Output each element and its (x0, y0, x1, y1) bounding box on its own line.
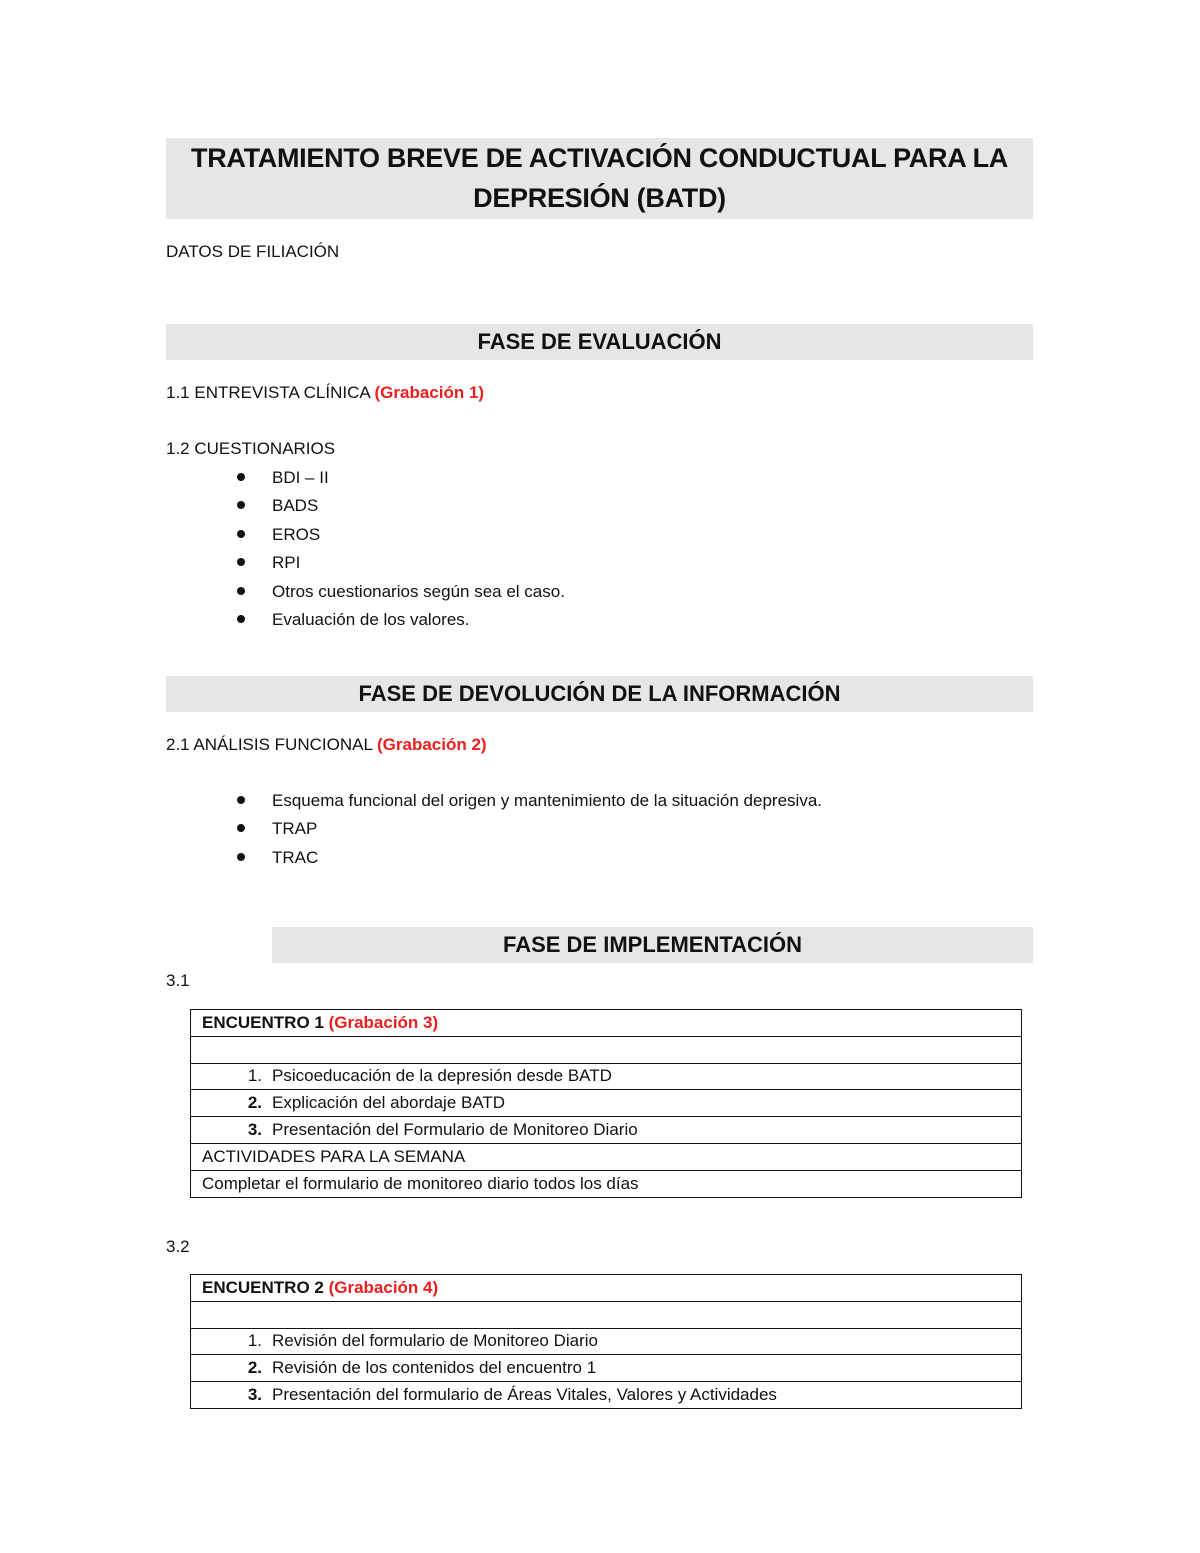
list-item: Esquema funcional del origen y mantenimiento de la situación depresiva. (235, 790, 822, 818)
bullet-icon (237, 473, 245, 481)
grabacion-3-label: (Grabación 3) (328, 1012, 439, 1032)
section-3-2-label: 3.2 (166, 1237, 190, 1256)
bullet-icon (237, 558, 245, 566)
item-1-1-label: 1.1 ENTREVISTA CLÍNICA (166, 383, 375, 402)
encuentro-2-header: ENCUENTRO 2 (Grabación 4) (191, 1275, 1022, 1302)
list-item: Evaluación de los valores. (235, 609, 565, 637)
list-item: TRAP (235, 818, 822, 846)
bullet-icon (237, 615, 245, 623)
encuentro-2-item: 2. Revisión de los contenidos del encuentro 1 (191, 1355, 1022, 1382)
empty-cell (191, 1301, 1022, 1328)
heading-fase-evaluacion: FASE DE EVALUACIÓN (166, 324, 1033, 360)
list-item: BDI – II (235, 467, 565, 495)
table-row (191, 1382, 1022, 1409)
cuestionarios-list (235, 467, 565, 637)
table-row (191, 1063, 1022, 1090)
bullet-icon (237, 853, 245, 861)
grabacion-2-label: (Grabación 2) (377, 735, 487, 754)
heading-fase-devolucion: FASE DE DEVOLUCIÓN DE LA INFORMACIÓN (166, 676, 1033, 712)
actividad-cell: Completar el formulario de monitoreo diario todos los días (191, 1170, 1022, 1197)
item-1-2-label: 1.2 CUESTIONARIOS (166, 439, 336, 458)
table-row (191, 1301, 1022, 1328)
encuentro-1-table (190, 1009, 1022, 1198)
item-1-1 (166, 382, 484, 404)
bullet-icon (237, 501, 245, 509)
table-row (191, 1143, 1022, 1170)
encuentro-2-item: 3. Presentación del formulario de Áreas Vitales, Valores y Actividades (191, 1382, 1022, 1409)
title-line-2: DEPRESIÓN (BATD) (473, 183, 726, 213)
datos-filiacion: DATOS DE FILIACIÓN (166, 242, 340, 261)
table-row (191, 1010, 1022, 1037)
item-2-1-label: 2.1 ANÁLISIS FUNCIONAL (166, 735, 377, 754)
encuentro-2-item: 1. Revisión del formulario de Monitoreo Diario (191, 1328, 1022, 1355)
bullet-icon (237, 824, 245, 832)
grabacion-4-label: (Grabación 4) (328, 1277, 439, 1297)
encuentro-1-item: 1. Psicoeducación de la depresión desde BATD (191, 1063, 1022, 1090)
encuentro-1-item: 2. Explicación del abordaje BATD (191, 1090, 1022, 1117)
section-3-1-label: 3.1 (166, 971, 190, 990)
table-row (191, 1117, 1022, 1144)
bullet-icon (237, 796, 245, 804)
document-title (166, 138, 1033, 219)
list-item: TRAC (235, 847, 822, 875)
bullet-icon (237, 587, 245, 595)
list-item: EROS (235, 524, 565, 552)
analisis-funcional-list (235, 790, 822, 875)
empty-cell (191, 1036, 1022, 1063)
list-item: Otros cuestionarios según sea el caso. (235, 581, 565, 609)
item-2-1 (166, 734, 487, 756)
heading-fase-implementacion: FASE DE IMPLEMENTACIÓN (272, 927, 1033, 963)
bullet-icon (237, 530, 245, 538)
grabacion-1-label: (Grabación 1) (374, 383, 485, 402)
actividades-semana-label: ACTIVIDADES PARA LA SEMANA (191, 1143, 1022, 1170)
title-line-1: TRATAMIENTO BREVE DE ACTIVACIÓN CONDUCTUAL PARA LA (191, 143, 1008, 173)
table-row (191, 1170, 1022, 1197)
table-row (191, 1090, 1022, 1117)
encuentro-1-item: 3. Presentación del Formulario de Monitoreo Diario (191, 1117, 1022, 1144)
list-item: BADS (235, 495, 565, 523)
encuentro-1-header: ENCUENTRO 1 (Grabación 3) (191, 1010, 1022, 1037)
table-row (191, 1355, 1022, 1382)
encuentro-2-table (190, 1274, 1022, 1409)
table-row (191, 1328, 1022, 1355)
list-item: RPI (235, 552, 565, 580)
table-row (191, 1275, 1022, 1302)
table-row (191, 1036, 1022, 1063)
